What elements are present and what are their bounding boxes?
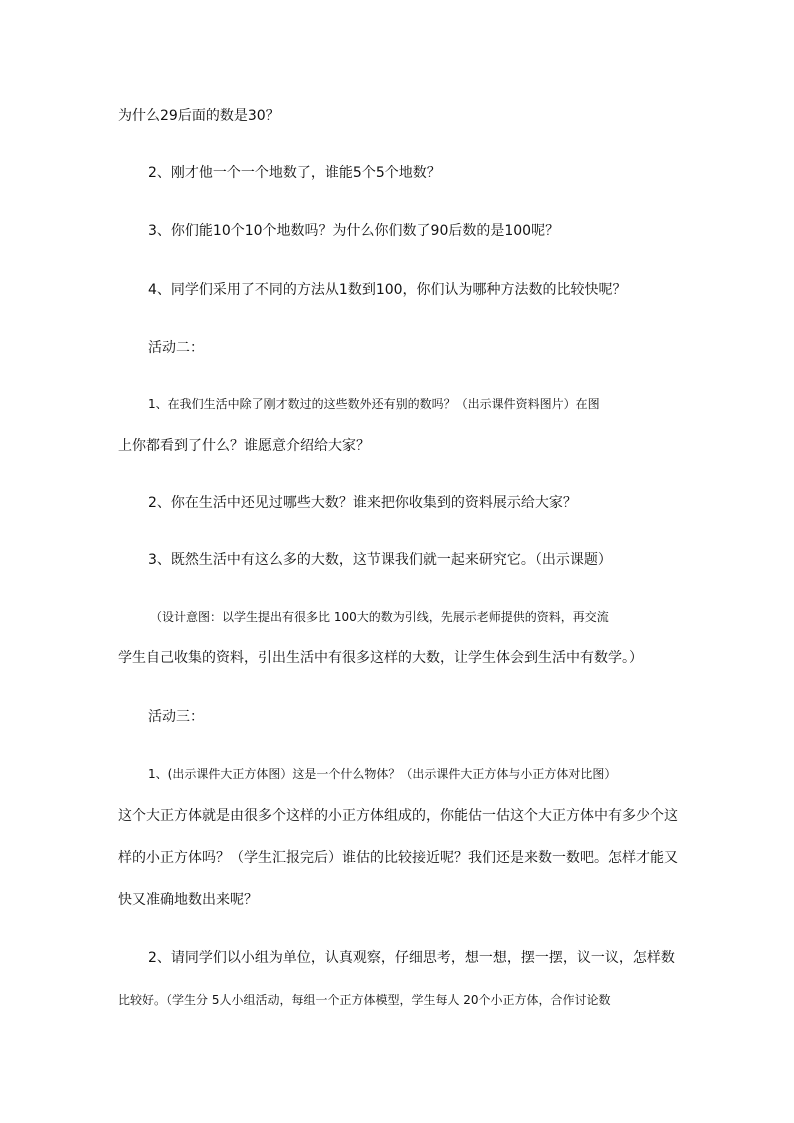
design-intent-line-2: 学生自己收集的资料，引出生活中有很多这样的大数，让学生体会到生活中有数学。） — [118, 650, 643, 666]
text-line-14: 这个大正方体就是由很多个这样的小正方体组成的，你能估一估这个大正方体中有多少个这 — [118, 808, 678, 824]
text-line-18: 比较好。（学生分 5人小组活动，每组一个正方体模型，学生每人 20个小正方体，合作讨论数 — [118, 993, 611, 1007]
text-line-8: 2、你在生活中还见过哪些大数？谁来把你收集到的资料展示给大家？ — [148, 495, 577, 511]
text-line-15: 样的小正方体吗？（学生汇报完后）谁估的比较接近呢？我们还是来数一数吧。怎样才能又 — [118, 850, 678, 866]
text-line-6: 1、在我们生活中除了刚才数过的这些数外还有别的数吗？（出示课件资料图片）在图 — [148, 397, 600, 411]
text-line-7: 上你都看到了什么？谁愿意介绍给大家？ — [118, 438, 370, 454]
section-heading-activity-2: 活动二： — [148, 340, 204, 356]
text-line-13: 1、(出示课件大正方体图）这是一个什么物体？（出示课件大正方体与小正方体对比图） — [148, 767, 617, 781]
text-line-16: 快又准确地数出来呢？ — [118, 892, 258, 908]
text-line-17: 2、请同学们以小组为单位，认真观察，仔细思考，想一想，摆一摆，议一议，怎样数 — [148, 950, 675, 966]
text-line-9: 3、既然生活中有这么多的大数，这节课我们就一起来研究它。（出示课题） — [148, 552, 612, 568]
section-heading-activity-3: 活动三： — [148, 709, 204, 725]
text-line-3: 3、你们能10个10个地数吗？为什么你们数了90后数的是100呢？ — [148, 223, 560, 239]
text-line-1: 为什么29后面的数是30？ — [118, 108, 280, 124]
text-line-4: 4、同学们采用了不同的方法从1数到100，你们认为哪种方法数的比较快呢？ — [148, 282, 627, 298]
text-line-2: 2、刚才他一个一个地数了，谁能5个5个地数？ — [148, 165, 441, 181]
design-intent-line-1: （设计意图：以学生提出有很多比 100大的数为引线，先展示老师提供的资料，再交流 — [150, 610, 609, 624]
